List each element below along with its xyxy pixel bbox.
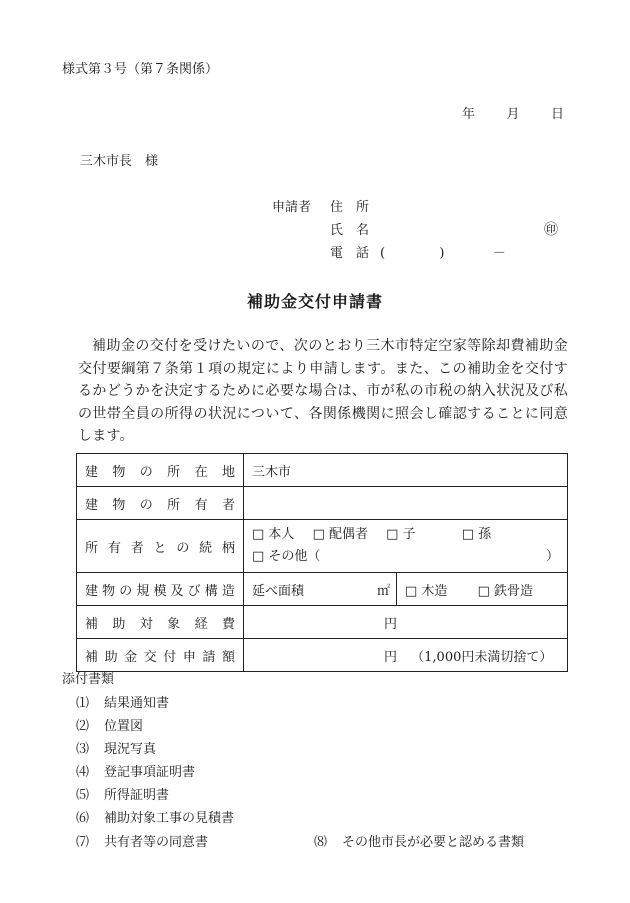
floor-area-label: 延べ面積 [252, 583, 305, 599]
amount-note: （1,000円未満切捨て） [411, 649, 553, 665]
label-char: 請 [202, 649, 216, 665]
attachment-number: ⑸ [76, 788, 90, 803]
label-char: 有 [194, 497, 208, 513]
phone-open-paren: ( [380, 246, 386, 261]
label-char: の [139, 497, 153, 513]
date-month-label: 月 [506, 107, 520, 122]
label-char: 額 [221, 649, 235, 665]
attachment-item [76, 807, 234, 826]
label-char: 物 [112, 497, 126, 513]
relation-options-cell [244, 520, 568, 573]
attachment-item [76, 761, 195, 780]
label-char: 造 [221, 583, 235, 599]
label-char: 助 [104, 649, 118, 665]
phone-number-area[interactable] [380, 242, 506, 261]
location-label-text [85, 461, 235, 480]
label-char: 助 [112, 616, 126, 632]
label-char: 者 [130, 540, 144, 556]
label-char: 者 [221, 497, 235, 513]
scale-cell [244, 573, 568, 606]
document-title: 補助金交付申請書 [246, 292, 383, 311]
attachment-label: 補助対象工事の見積書 [104, 811, 235, 826]
owner-value-cell[interactable] [244, 487, 568, 520]
label-char: 及 [170, 583, 184, 599]
attachment-number: ⑻ [314, 835, 328, 850]
attachment-label: 結果通知書 [104, 696, 170, 711]
address-label: 住 所 [330, 200, 370, 215]
label-char: の [176, 540, 190, 556]
attachment-label: 現況写真 [104, 742, 157, 757]
phone-dash: － [492, 246, 506, 261]
table-row-relation [77, 520, 568, 573]
label-char: 金 [124, 649, 138, 665]
attachment-item [76, 715, 143, 734]
scale-label [77, 573, 244, 606]
address-field[interactable] [330, 196, 426, 215]
relation-label-text [85, 537, 235, 556]
label-char: 象 [167, 616, 181, 632]
table-row-location [77, 454, 568, 487]
date-year-label: 年 [462, 107, 476, 122]
relation-option-grandchild[interactable]: □ 孫 [461, 527, 492, 542]
phone-label: 電 話 [330, 246, 370, 261]
label-char: 費 [221, 616, 235, 632]
floor-area-unit: ㎡ [376, 583, 390, 599]
relation-option-child[interactable]: □ 子 [386, 527, 416, 542]
attachments-heading: 添付書類 [62, 672, 115, 687]
relation-option-spouse[interactable]: □ 配偶者 [312, 527, 368, 542]
label-char: 所 [85, 540, 99, 556]
attachment-label: その他市長が必要と認める書類 [342, 835, 525, 850]
label-char: 構 [204, 583, 218, 599]
phone-close-paren: ) [439, 246, 445, 261]
attachment-number: ⑹ [76, 811, 90, 826]
label-char: の [139, 464, 153, 480]
label-char: 建 [85, 497, 99, 513]
attachment-number: ⑺ [76, 835, 90, 850]
label-char: 付 [163, 649, 177, 665]
amount-value-cell[interactable] [244, 639, 568, 672]
structure-option-wood[interactable]: □ 木造 [405, 583, 448, 599]
label-char: 在 [194, 464, 208, 480]
form-number: 様式第３号（第７条関係） [62, 62, 219, 77]
amount-label [77, 639, 244, 672]
date-line [462, 103, 564, 122]
floor-area-field[interactable] [244, 573, 397, 605]
cost-label-text [85, 613, 235, 632]
label-char: 対 [139, 616, 153, 632]
table-row-scale [77, 573, 568, 606]
applicant-label: 申請者 [272, 200, 312, 215]
label-char: 模 [153, 583, 167, 599]
owner-label [77, 487, 244, 520]
attachment-item [76, 692, 169, 711]
attachment-number: ⑷ [76, 765, 90, 780]
amount-unit: 円 [384, 649, 398, 665]
attachment-item [76, 831, 208, 850]
label-char: 続 [199, 540, 213, 556]
label-char: の [119, 583, 133, 599]
application-statement: 補助金の交付を受けたいので、次のとおり三木市特定空家等除却費補助金交付要綱第７条第１項の規定により申請します。また、この補助金を交付するかどうかを決定するために必要な場合は、市が私の市税の納入状況及び私の世帯全員の所得の状況について、各関係機関に照会し確認することに同意します。 [78, 338, 568, 444]
attachment-label: 所得証明書 [104, 788, 170, 803]
date-day-label: 日 [550, 107, 564, 122]
owner-label-text [85, 494, 235, 513]
location-value-cell[interactable]: 三木市 [244, 454, 568, 487]
relation-option-other[interactable]: □ その他（ [252, 549, 321, 564]
attachment-label: 共有者等の同意書 [104, 835, 209, 850]
cost-label [77, 606, 244, 639]
attachment-label: 位置図 [104, 719, 144, 734]
structure-option-steel[interactable]: □ 鉄骨造 [477, 583, 533, 599]
name-field[interactable] [330, 219, 426, 238]
attachment-number: ⑵ [76, 719, 90, 734]
label-char: 経 [194, 616, 208, 632]
attachment-item [314, 831, 524, 850]
label-char: 柄 [221, 540, 235, 556]
table-row-amount [77, 639, 568, 672]
relation-option-self[interactable]: □ 本人 [252, 527, 295, 542]
label-char: 建 [85, 464, 99, 480]
attachment-label: 登記事項証明書 [104, 765, 196, 780]
label-char: 物 [112, 464, 126, 480]
attachment-number: ⑴ [76, 696, 90, 711]
amount-label-text [85, 646, 235, 665]
label-char: 所 [167, 497, 181, 513]
addressee: 三木市長 様 [80, 154, 159, 169]
label-char: 補 [85, 649, 99, 665]
seal-mark: ㊞ [544, 222, 558, 238]
label-char: 建 [85, 583, 99, 599]
relation-label [77, 520, 244, 573]
label-char: 所 [167, 464, 181, 480]
cost-value-cell[interactable] [244, 606, 568, 639]
table-row-cost [77, 606, 568, 639]
attachment-item [76, 784, 169, 803]
cost-unit: 円 [384, 616, 398, 632]
location-label [77, 454, 244, 487]
attachment-number: ⑶ [76, 742, 90, 757]
label-char: 物 [102, 583, 116, 599]
table-row-owner [77, 487, 568, 520]
label-char: 交 [143, 649, 157, 665]
name-label: 氏 名 [330, 223, 370, 238]
scale-label-text [85, 580, 235, 599]
relation-other-close: ） [545, 549, 559, 564]
label-char: と [153, 540, 167, 556]
label-char: び [187, 583, 201, 599]
label-char: 申 [182, 649, 196, 665]
attachment-item [76, 738, 156, 757]
application-table [76, 453, 568, 672]
label-char: 地 [221, 464, 235, 480]
label-char: 補 [85, 616, 99, 632]
label-char: 規 [136, 583, 150, 599]
label-char: 有 [107, 540, 121, 556]
